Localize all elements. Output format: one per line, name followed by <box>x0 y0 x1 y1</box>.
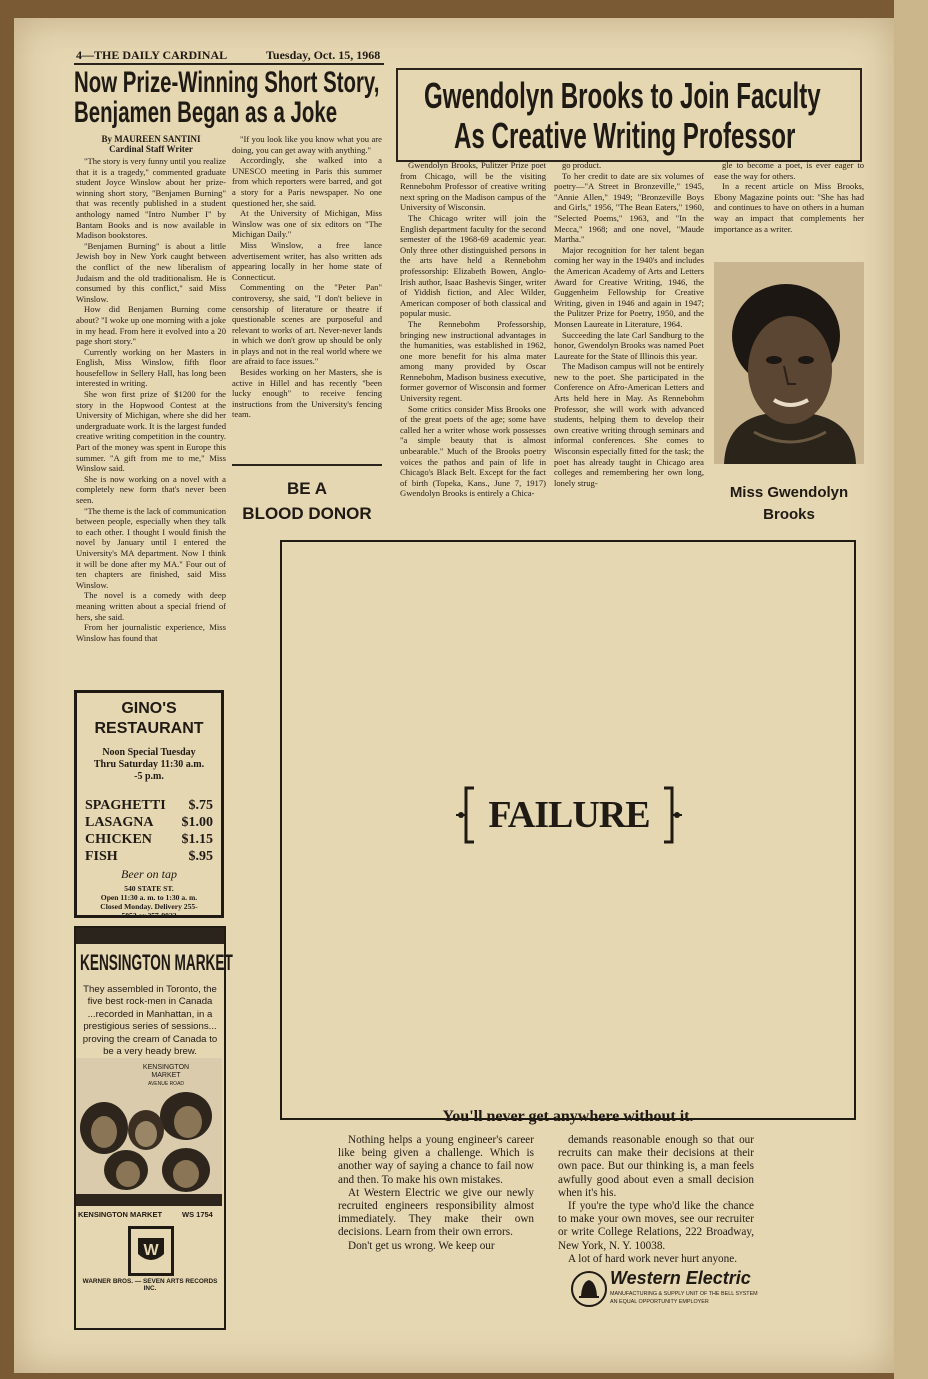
story2-column-1 <box>400 160 546 520</box>
paragraph: "If you look like you know what you are doing, you can get away with anything." <box>232 134 382 155</box>
paragraph: The novel is a comedy with deep meaning written about a special friend of hers, she said. <box>76 590 226 622</box>
menu-item <box>85 797 213 814</box>
paragraph: She is now working on a novel with a completely new form that's never been seen. <box>76 473 226 505</box>
paragraph: Gwendolyn Brooks, Pulitzer Prize poet from Chicago, will be the visiting Rennebohm Professor of creative writing next spring on the Madison campus of the University of Wisconsin. <box>400 160 546 213</box>
portrait-caption <box>714 482 864 526</box>
story2-headline-box <box>396 68 862 162</box>
kensington-ad <box>74 926 233 1330</box>
paragraph: The Rennebohm Professorship, bringing new instructional advantages in the humanities, was established in 1962, one more benefit for his alma mater among many provided by Oscar Rennebohm, Madison business executive, former governor of Wisconsin and former University regent. <box>400 318 546 404</box>
ginos-special <box>77 747 221 783</box>
failure-graphic <box>454 780 684 850</box>
paragraph: go product. <box>562 160 602 170</box>
kensington-copy: They assembled in Toronto, the five best rock-men in Canada ...recorded in Manhattan, in a prestigious series of sessions... proving the cream of Canada to be a very heady brew. <box>82 984 218 1058</box>
story1-headline-line2: Benjamen Began as a Joke <box>74 96 338 129</box>
ginos-title-1: GINO'S <box>121 700 177 717</box>
masthead-date: Tuesday, Oct. 15, 1968 <box>266 48 381 62</box>
story2-column-3 <box>714 160 864 246</box>
wb-shield-icon <box>136 1236 166 1266</box>
paragraph: From her journalistic experience, Miss Winslow has found that <box>76 622 226 643</box>
paragraph: At the University of Michigan, Miss Winslow was one of six editors on "The Michigan Daily." <box>232 208 382 240</box>
blood-line-2: BLOOD DONOR <box>242 504 372 523</box>
masthead-rule <box>74 63 384 65</box>
logo-subline-1: MANUFACTURING & SUPPLY UNIT OF THE BELL SYSTEM <box>610 1291 758 1297</box>
blood-donor-notice <box>232 476 382 526</box>
album-catalog-number: WS 1754 <box>182 1210 213 1219</box>
western-column-2 <box>558 1134 754 1266</box>
special-line-3: -5 p.m. <box>134 771 164 782</box>
ginos-hours-3: 5053 or 257-9022 <box>121 911 177 920</box>
ginos-hours-1: Open 11:30 a. m. to 1:30 a. m. <box>100 893 198 902</box>
paragraph: demands reasonable enough so that our recruits can make their decisions at their own pace. But our thinking is, a man feels awfully good about even a small decision when it's his. <box>558 1134 754 1199</box>
caption-line-1: Miss Gwendolyn <box>729 484 849 501</box>
menu-item-name: LASAGNA <box>85 815 154 830</box>
menu-item-name: SPAGHETTI <box>85 798 166 813</box>
story2-column-2 <box>554 160 704 520</box>
failure-word: FAILURE <box>488 794 650 836</box>
kensington-title: KENSINGTON MARKET <box>80 950 233 975</box>
special-line-2: Thru Saturday 11:30 a.m. <box>93 759 205 770</box>
paragraph: "The story is very funny until you realize that it is a tragedy," commented graduate student Joyce Winslow about her prize-winning short story, "Benjamen Burning" that was recently published in a student anthology named "Intro Number I" by Bantam Books and is now available in Madison bookstores. <box>76 156 226 241</box>
album-cover <box>76 1058 222 1206</box>
paragraph: Accordingly, she walked into a UNESCO meeting in Paris this summer from which reporters were barred, and got a story for a Paris newspaper. No one questioned her, she said. <box>232 155 382 208</box>
logo-wordmark: Western Electric <box>610 1268 751 1288</box>
ginos-footer <box>77 884 221 920</box>
western-headline: You'll never get anywhere without it. <box>442 1108 694 1125</box>
menu-item-price: $1.00 <box>181 815 213 830</box>
story1-column-2 <box>232 134 382 456</box>
paragraph: Major recognition for her talent began coming her way in the 1940's and includes the American Academy of Arts and Letters Award for Creative Writing, 1946, the Guggenheim Fellowship for Creative Writing, given in 1946 and again in 1947; the Pulitzer Prize for Poetry, 1950, and the Monsen Laureate in Literature, 1964. <box>554 244 704 329</box>
band-photo-image <box>76 1058 222 1206</box>
blood-rule <box>232 464 382 466</box>
byline-author: By MAUREEN SANTINI <box>101 134 201 144</box>
portrait-photo <box>714 262 864 464</box>
paragraph: Currently working on her Masters in English, Miss Winslow, fifth floor housefellow in Sellery Hall, has long been interested in writing. <box>76 346 226 389</box>
paragraph: At Western Electric we give our newly recruited engineers responsibility almost immediately. They make their own decisions. Learn from their own errors. <box>338 1186 534 1239</box>
menu-item <box>85 814 213 831</box>
masthead-left: 4—THE DAILY CARDINAL <box>76 48 228 62</box>
ginos-hours-2: Closed Monday. Delivery 255- <box>100 902 198 911</box>
newspaper-page <box>14 18 894 1373</box>
paragraph: Miss Winslow, a free lance advertisement writer, has also written ads appearing locally in her home state of Connecticut. <box>232 239 382 282</box>
story2-headline-line2: As Creative Writing Professor <box>454 115 796 156</box>
paragraph: "Benjamen Burning" is about a little Jewish boy in New York caught between the conflict of the new liberalism of Judaism and the old traditionalism. He is consumed by this conflict," said Miss Winslow. <box>76 240 226 304</box>
album-title-2: MARKET <box>151 1072 181 1079</box>
ginos-title-2: RESTAURANT <box>94 720 204 737</box>
menu-item <box>85 831 213 848</box>
western-electric-logo <box>570 1270 770 1310</box>
album-label: KENSINGTON MARKET <box>78 1210 163 1219</box>
paragraph: Commenting on the "Peter Pan" controversy, she said, "I don't believe in censorship of literature or theatre if questionable scenes are purposeful and relevant to works of art. Never-never lands in which we don't grow up should be only in plays and not in the real world where we are afraid to face issues." <box>232 282 382 367</box>
western-column-1 <box>338 1134 534 1253</box>
menu-item-price: $.95 <box>188 849 213 864</box>
paragraph: Succeeding the late Carl Sandburg to the honor, Gwendolyn Brooks was named Poet Laureate for the State of Illinois this year. <box>554 329 704 361</box>
paragraph: A lot of hard work never hurt anyone. <box>568 1252 738 1265</box>
paragraph: Besides working on her Masters, she is active in Hillel and has recently "been lucky enough" to receive fencing instructions from the University's fencing team. <box>232 367 382 420</box>
paragraph: If you're the type who'd like the chance to make your own moves, see our recruiter or write College Relations, 222 Broadway, New York, N. Y. 10038. <box>558 1200 754 1252</box>
paragraph: Nothing helps a young engineer's career like being given a challenge. Which is another way of saying a chance to fail now and then. To make his own mistakes. <box>338 1134 534 1186</box>
ginos-address: 540 STATE ST. <box>124 884 174 893</box>
story1-column-1 <box>76 156 226 680</box>
paragraph: The Madison campus will not be entirely new to the poet. She participated in the Conference on Afro-American Letters and Arts held here in May. As Rennebohm Professor, she will work with advanced students, helping them to develop their own creative writing through seminars and informal conferences. She comes to Wisconsin especially fitted for the task; the poet has already taught in Chicago area colleges and remembering her own long, lonely strug- <box>554 361 704 488</box>
ginos-ad <box>74 690 224 918</box>
menu-item-name: FISH <box>85 849 118 864</box>
menu-item-price: $1.15 <box>181 832 213 847</box>
ginos-beer: Beer on tap <box>121 867 177 881</box>
byline-role: Cardinal Staff Writer <box>109 144 193 154</box>
paragraph: To her credit to date are six volumes of poetry—"A Street in Bronzeville," 1945, "Annie Allen," 1949; "Bronzeville Boys and Girls," 1956, "The Bean Eaters," 1960, "Selected Poems," 1963, and "In the Mecca," 1968; and one novel, "Maude Martha." <box>554 170 704 245</box>
special-line-1: Noon Special Tuesday <box>102 747 196 758</box>
kensington-top-bar <box>76 928 224 944</box>
ginos-menu <box>85 797 213 865</box>
story1-headline-line1: Now Prize-Winning Short Story, <box>74 66 380 99</box>
paragraph: "The theme is the lack of communication between people, especially when they talk to each other. I thought I would finish the novel by January until I entered the University's MA department. Now I think it will be done after my MA." Four out of ten chapters are finished, said Miss Winslow. <box>76 505 226 590</box>
western-electric-ad-frame <box>280 540 856 1120</box>
ginos-title <box>77 699 221 739</box>
paragraph: Don't get us wrong. We keep our <box>348 1239 495 1252</box>
paragraph: She won first prize of $1200 for the story in the Hopwood Contest at the University of Michigan, where she did her undergraduate work. It is the largest funded creative writing competition in the country. Part of the money was spent in Europe this summer. "A gift from me to me," Miss Winslow said. <box>76 389 226 474</box>
paragraph: In a recent article on Miss Brooks, Ebony Magazine points out: "She has had and continues to have on others in a human way an impact that complements her importance as a writer. <box>714 181 864 234</box>
blood-line-1: BE A <box>287 479 327 498</box>
page-edge <box>894 0 928 1379</box>
bell-icon <box>570 1270 608 1308</box>
story2-headline-line1: Gwendolyn Brooks to Join Faculty <box>424 75 821 116</box>
menu-item-price: $.75 <box>188 798 213 813</box>
paragraph: Some critics consider Miss Brooks one of the great poets of the age; some have called her a writer whose work possesses "a simple beauty that is almost unbearable." Much of the Brooks poetry voices the pathos and pain of life in Chicago's Black Belt. Except for the fact of birth (Topeka, Kans., June 7, 1917) Gwendolyn Brooks is entirely a Chica- <box>400 403 546 499</box>
paragraph: gle to become a poet, is ever eager to ease the way for others. <box>714 160 864 181</box>
menu-item <box>85 848 213 865</box>
paragraph: How did Benjamen Burning come about? "I woke up one morning with a joke in my head. From here it evolved into a 20 page short story." <box>76 304 226 347</box>
portrait-image <box>714 262 864 464</box>
album-subtitle: AVENUE ROAD <box>147 1081 185 1087</box>
wb-footer: WARNER BROS. — SEVEN ARTS RECORDS INC. <box>82 1278 218 1292</box>
wb-logo-icon <box>128 1226 174 1276</box>
logo-subline-2: AN EQUAL OPPORTUNITY EMPLOYER <box>610 1299 709 1305</box>
album-title-1: KENSINGTON <box>142 1064 190 1071</box>
menu-item-name: CHICKEN <box>85 832 152 847</box>
story1-byline <box>76 134 226 154</box>
svg-text:W: W <box>143 1242 159 1259</box>
paragraph: The Chicago writer will join the English department faculty for the second semester of the 1968-69 academic year. Only three other distinguished persons in the arts have held a Rennebohm professorship: Elizabeth Bowen, Anglo-Irish author, Isaac Bashevis Singer, writer of Yiddish fiction, and Alec Wilder, American composer of both classical and popular music. <box>400 212 546 319</box>
caption-line-2: Brooks <box>763 506 815 523</box>
